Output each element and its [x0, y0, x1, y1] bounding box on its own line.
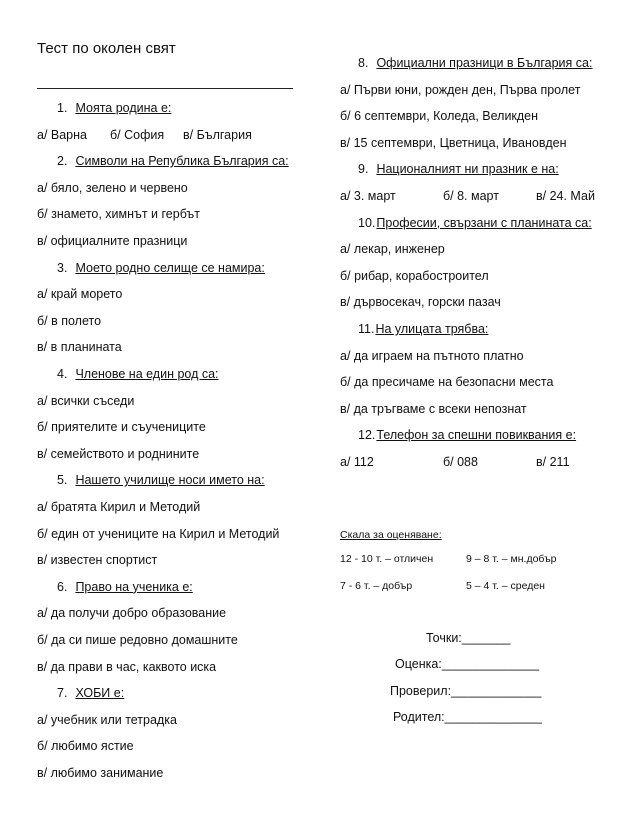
answer-option[interactable]: а/ 3. март: [340, 189, 396, 203]
answer-option[interactable]: а/ 112: [340, 455, 374, 469]
question-10: [358, 216, 592, 230]
question-4: [57, 367, 219, 381]
answer-option[interactable]: в/ дървосекач, горски пазач: [340, 295, 501, 310]
scale-title: Скала за оценяване:: [340, 529, 442, 541]
answer-option[interactable]: б/ 088: [443, 455, 478, 469]
parent-field[interactable]: Родител:______________: [393, 710, 542, 724]
question-6: [57, 580, 193, 594]
question-number: 6.: [57, 579, 68, 594]
answer-option[interactable]: в/ 24. Май: [536, 189, 595, 203]
question-text: Моята родина е:: [75, 101, 172, 115]
question-text: Членове на един род са:: [75, 367, 219, 381]
answer-option[interactable]: в/ да прави в час, каквото иска: [37, 659, 217, 674]
answer-option[interactable]: в/ 15 септември, Цветница, Ивановден: [340, 135, 567, 150]
question-text: ХОБИ е:: [75, 686, 125, 701]
question-text: Официални празници в България са:: [376, 56, 593, 70]
name-line: [37, 88, 293, 89]
question-number: 4.: [57, 367, 68, 381]
answer-option[interactable]: б/ в полето: [37, 313, 102, 328]
answer-option[interactable]: в/ 211: [536, 455, 570, 469]
scale-cell: 5 – 4 т. – среден: [466, 580, 545, 592]
question-text: На улицата трябва:: [375, 322, 489, 336]
question-text: Професии, свързани с планината са:: [376, 215, 592, 230]
question-number: 1.: [57, 101, 68, 115]
question-text: Право на ученика е:: [75, 579, 193, 594]
question-number: 3.: [57, 260, 68, 275]
question-7: [57, 686, 124, 700]
answer-option[interactable]: б/ 6 септември, Коледа, Великден: [340, 109, 539, 124]
question-1: [57, 101, 171, 115]
question-text: Националният ни празник е на:: [376, 162, 559, 177]
question-number: 5.: [57, 473, 68, 488]
answer-option[interactable]: б/ да си пише редовно домашните: [37, 633, 238, 647]
answer-option[interactable]: б/ един от учениците на Кирил и Методий: [37, 526, 280, 541]
question-12: [358, 428, 576, 442]
answer-option[interactable]: б/ рибар, корабостроител: [340, 268, 489, 283]
answer-option[interactable]: б/ знамето, химнът и гербът: [37, 207, 200, 222]
answer-option[interactable]: б/ 8. март: [443, 189, 499, 203]
answer-option[interactable]: а/ да играем на пътното платно: [340, 348, 524, 363]
question-8: [358, 56, 592, 70]
points-field[interactable]: Точки:_______: [426, 631, 511, 645]
answer-option[interactable]: в/ семейството и роднините: [37, 446, 200, 461]
question-3: [57, 261, 265, 275]
question-number: 2.: [57, 154, 68, 169]
answer-option[interactable]: б/ приятелите и съучениците: [37, 420, 206, 435]
question-number: 8.: [358, 56, 369, 70]
question-number: 10.: [358, 215, 376, 230]
scale-cell: 7 - 6 т. – добър: [340, 580, 413, 592]
question-2: [57, 154, 289, 168]
answer-option[interactable]: в/ в планината: [37, 340, 122, 355]
test-title: Тест по околен свят: [37, 40, 176, 57]
answer-option[interactable]: а/ да получи добро образование: [37, 606, 227, 621]
answer-option[interactable]: а/ лекар, инженер: [340, 242, 445, 257]
question-11: [358, 322, 488, 336]
answer-option[interactable]: а/ бяло, зелено и червено: [37, 180, 188, 195]
question-number: 11.: [358, 322, 375, 336]
question-text: Телефон за спешни повиквания е:: [376, 428, 577, 443]
answer-option[interactable]: а/ Варна: [37, 127, 87, 142]
answer-option[interactable]: а/ край морето: [37, 287, 123, 302]
answer-option[interactable]: а/ Първи юни, рожден ден, Първа пролет: [340, 82, 581, 97]
question-number: 12.: [358, 428, 376, 443]
question-text: Моето родно селище се намира:: [75, 260, 265, 275]
question-number: 7.: [57, 686, 68, 701]
answer-option[interactable]: б/ да пресичаме на безопасни места: [340, 375, 554, 390]
question-9: [358, 162, 559, 176]
question-text: Нашето училище носи името на:: [75, 473, 265, 488]
question-number: 9.: [358, 162, 369, 177]
answer-option[interactable]: в/ официалните празници: [37, 234, 188, 248]
answer-option[interactable]: в/ известен спортист: [37, 553, 158, 568]
grade-field[interactable]: Оценка:______________: [395, 657, 540, 671]
scale-cell: 12 - 10 т. – отличен: [340, 553, 434, 565]
question-5: [57, 473, 265, 487]
question-text: Символи на Република България са:: [75, 154, 289, 169]
checked-by-field[interactable]: Проверил:_____________: [390, 684, 542, 698]
answer-option[interactable]: в/ да тръгваме с всеки непознат: [340, 401, 527, 416]
answer-option[interactable]: а/ братята Кирил и Методий: [37, 500, 201, 514]
scale-cell: 9 – 8 т. – мн.добър: [466, 553, 557, 565]
answer-option[interactable]: а/ учебник или тетрадка: [37, 712, 177, 727]
answer-option[interactable]: б/ любимо ястие: [37, 739, 134, 754]
answer-option[interactable]: а/ всички съседи: [37, 393, 135, 408]
answer-option[interactable]: в/ любимо занимание: [37, 766, 164, 780]
answer-option[interactable]: в/ България: [183, 127, 252, 142]
answer-option[interactable]: б/ София: [110, 127, 165, 142]
